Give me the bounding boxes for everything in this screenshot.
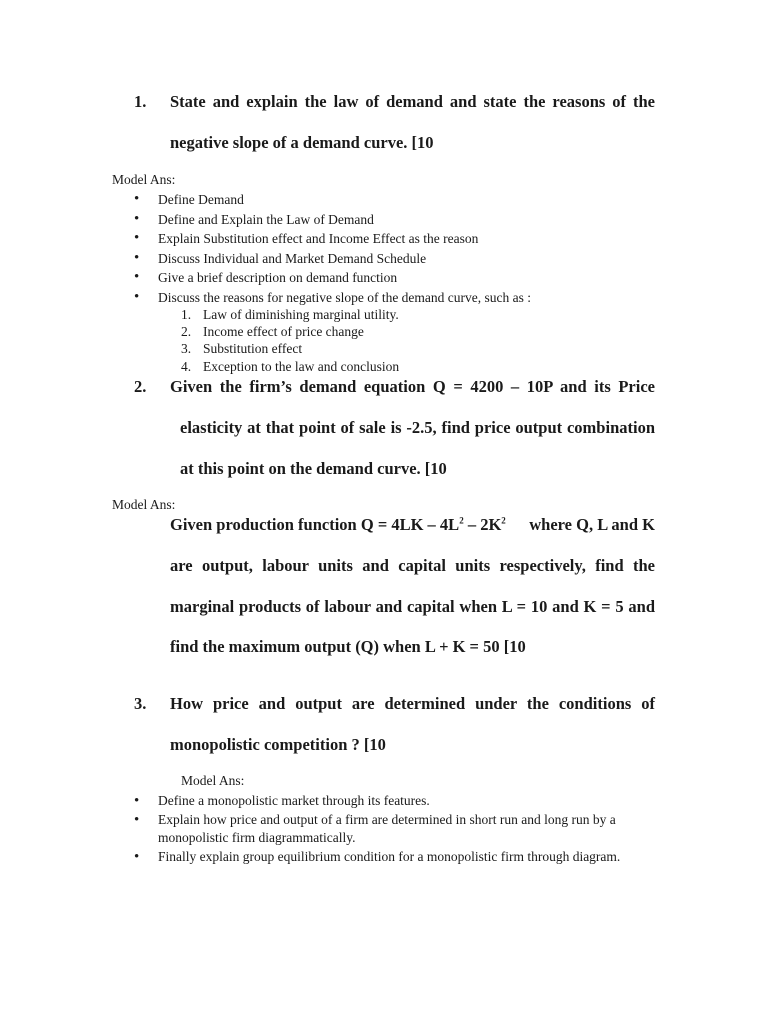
list-item: • Discuss Individual and Market Demand Schedule [0,249,628,269]
list-item: • Define Demand [0,190,628,210]
question-line: negative slope of a demand curve. [10 [170,133,434,152]
model-answer-label: Model Ans: [181,773,245,788]
bullet-list [0,190,628,308]
question-number: 2. [134,377,147,396]
list-item: • Discuss the reasons for negative slope of the demand curve, such as : [0,288,628,308]
problem-line: Given production function $Q = 4LK - 4L^2 - 2K^2$ where Q, L and K [170,515,655,534]
question-line: Given the firm’s demand equation Q = 4200 – 10P and its Price [170,377,655,396]
list-item: 1. Law of diminishing marginal utility. [181,307,399,322]
question-number: 3. [134,694,147,713]
question-line: monopolistic competition ? [10 [170,735,386,754]
list-item: • Explain how price and output of a firm are determined in short run and long run by a monopolistic firm diagrammatically. [0,811,628,847]
list-item: 4. Exception to the law and conclusion [181,358,400,374]
list-item: • Define and Explain the Law of Demand [0,210,628,230]
numbered-sublist [181,306,399,375]
problem-line: find the maximum output (Q) when L + K = 50 [10 [170,637,526,656]
list-item: 3. Substitution effect [181,341,303,357]
model-answer-label: Model Ans: [112,172,176,187]
list-item: • Finally explain group equilibrium condition for a monopolistic firm through diagram. [0,848,628,866]
question-line: How price and output are determined under the conditions of [170,694,655,713]
question-line: State and explain the law of demand and state the reasons of the [170,92,655,111]
question-number: 1. [134,92,147,111]
problem-line: marginal products of labour and capital when L = 10 and K = 5 and [170,597,655,616]
question-line: at this point on the demand curve. [10 [180,459,447,478]
list-item: 2. Income effect of price change [181,324,364,340]
bullet-list [0,792,628,866]
list-item: • Give a brief description on demand function [0,268,628,288]
model-answer-label: Model Ans: [112,497,176,512]
list-item: • Define a monopolistic market through its features. [0,792,628,810]
question-line: elasticity at that point of sale is -2.5, find price output combination [180,418,655,437]
list-item: • Explain Substitution effect and Income Effect as the reason [0,229,628,249]
problem-line: are output, labour units and capital units respectively, find the [170,556,655,575]
